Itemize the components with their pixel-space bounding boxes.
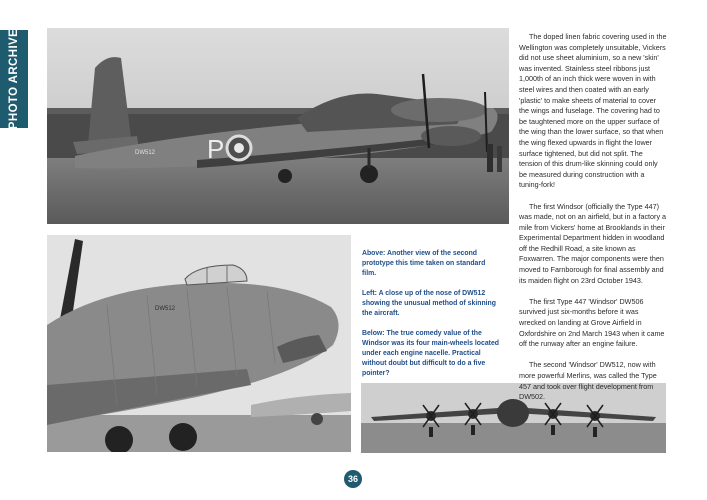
caption-below: Below: The true comedy value of the Windsor was its four main-wheels located under each engine nacelle. Practical without doubt but difficult to do a five pointer? [362,330,500,377]
caption-above: Above: Another view of the second prototype this time taken on standard film. [362,250,486,277]
photo-aircraft-nose-closeup [47,235,351,452]
article-paragraph: The second 'Windsor' DW512, now with more powerful Merlins, was called the Type 457 and took over flight development from DW502. [519,360,657,402]
article-paragraph: The first Type 447 'Windsor' DW506 survived just six-months before it was wrecked on landing at Grove Airfield in Oxfordshire on 2nd March 1943 when it came off the runway after an engine failure. [519,296,665,349]
photo-aircraft-side-view [47,28,509,224]
section-tab-label: PHOTO ARCHIVE [8,28,20,130]
caption-left: Left: A close up of the nose of DW512 showing the unusual method of skinning the aircraft. [362,290,496,317]
aircraft-serial-marking: DW512 [135,150,156,156]
article-paragraph: The first Windsor (officially the Type 447) was made, not on an airfield, but in a factory a mile from Vickers' home at Brooklands in their Experimental Department hidden in woodland off the Redhill Road, a site known as Foxwarren. The major components were then moved to Farnborough for final assembly and its maiden flight on 23rd October 1943. [519,201,667,285]
nose-serial-marking: DW512 [155,306,176,312]
aircraft-code-letter: P [207,134,225,164]
page-number: 36 [344,470,362,488]
section-tab [0,30,28,128]
article-body [519,32,667,413]
photo-captions [362,249,500,389]
article-paragraph: The doped linen fabric covering used in the Wellington was completely unsuitable, Vickers did not use sheet aluminium, so a new 'skin' was invented. Stainless steel ribbons just 1,000th of an inch thick were woven in with steel wires and then coated with an early 'plastic' to make sheets of material to cover the wings and fuselage. The covering had to be taughtened more on the upper surface of the wing than the lower surface, so that when the wing flexed upwards in flight the lower surface tightened, but did not split. The tension of this drum-like skinning could only be measured during construction with a tuning-fork! [519,32,667,190]
